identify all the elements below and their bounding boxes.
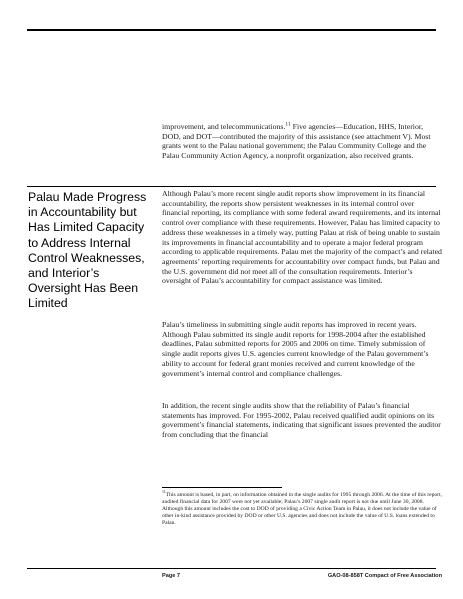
intro-paragraph: [162, 122, 442, 161]
intro-text-end: Five agencies—Education, HHS, Interior, DOD, and DOT—contributed the majority of this assistance (see attachment V). Most grants went to the Palau national government; the Palau Community College and the Palau Community Action Agency, a nonprofit organization, also received grants.: [162, 122, 431, 161]
paragraph-text: Palau’s timeliness in submitting single audit reports has improved in recent years. Although Palau submitted its single audit reports for 1998-2004 after the established deadlines, Palau submitted reports for 2005 and 2006 on time. Timely submission of single audit reports gives U.S. agencies current knowledge of the Palau government’s ability to account for federal grant monies received and current knowledge of the government’s internal control and compliance challenges.: [162, 320, 429, 378]
side-heading: Palau Made Progress in Accountability but Has Limited Capacity to Address Internal Control Weaknesses, and Interior’s Oversight Has Been Limited: [28, 190, 147, 311]
paragraph-text: In addition, the recent single audits show that the reliability of Palau’s financial statements has improved. For 1995-2002, Palau received qualified audit opinions on its government’s financial statements, indicating that significant issues prevented the auditor from concluding that the financial: [162, 401, 441, 440]
footer-rule: [27, 568, 436, 569]
report-identifier: GAO-08-858T Compact of Free Association: [327, 573, 442, 579]
body-paragraph: [162, 189, 442, 286]
body-paragraph: [162, 320, 442, 378]
intro-text-start: improvement, and telecommunications.: [162, 122, 286, 131]
footnote-marker: 11: [162, 490, 166, 495]
footnote-reference: 11: [285, 121, 291, 128]
top-rule: [27, 29, 436, 31]
section-rule: [27, 186, 436, 187]
footnote: [162, 492, 442, 527]
paragraph-text: Although Palau’s more recent single audit reports show improvement in its financial accountability, the reports show persistent weaknesses in its internal control over financial reporting, its compliance with some federal award requirements, and its internal control over compliance with these requirements. However, Palau has limited capacity to address these weaknesses in a timely way, putting Palau at risk of being unable to sustain its improvements in financial accountability and to operate a major federal program according to applicable requirements. Palau met the majority of the compact’s and related agreements’ reporting requirements for accountability over compact funds, but Palau and the U.S. government did not meet all of the consultation requirements. Interior’s oversight of Palau’s accountability for compact assistance was limited.: [162, 189, 442, 286]
footnote-rule: [162, 487, 282, 488]
page-number: Page 7: [162, 573, 181, 579]
body-paragraph: [162, 401, 442, 440]
footnote-text: This amount is based, in part, on information obtained in the single audits for 1995 through 2006. At the time of this report, audited financial data for 2007 were not yet available; Palau’s 2007 single audit report is not due until June 30, 2008. Although this amount includes the cost to DOD of providing a Civic Action Team in Palau, it does not include the value of other in-kind assistance provided by DOD or other U.S. agencies and does not include the value of U.S. loans extended to Palau.: [162, 492, 442, 527]
